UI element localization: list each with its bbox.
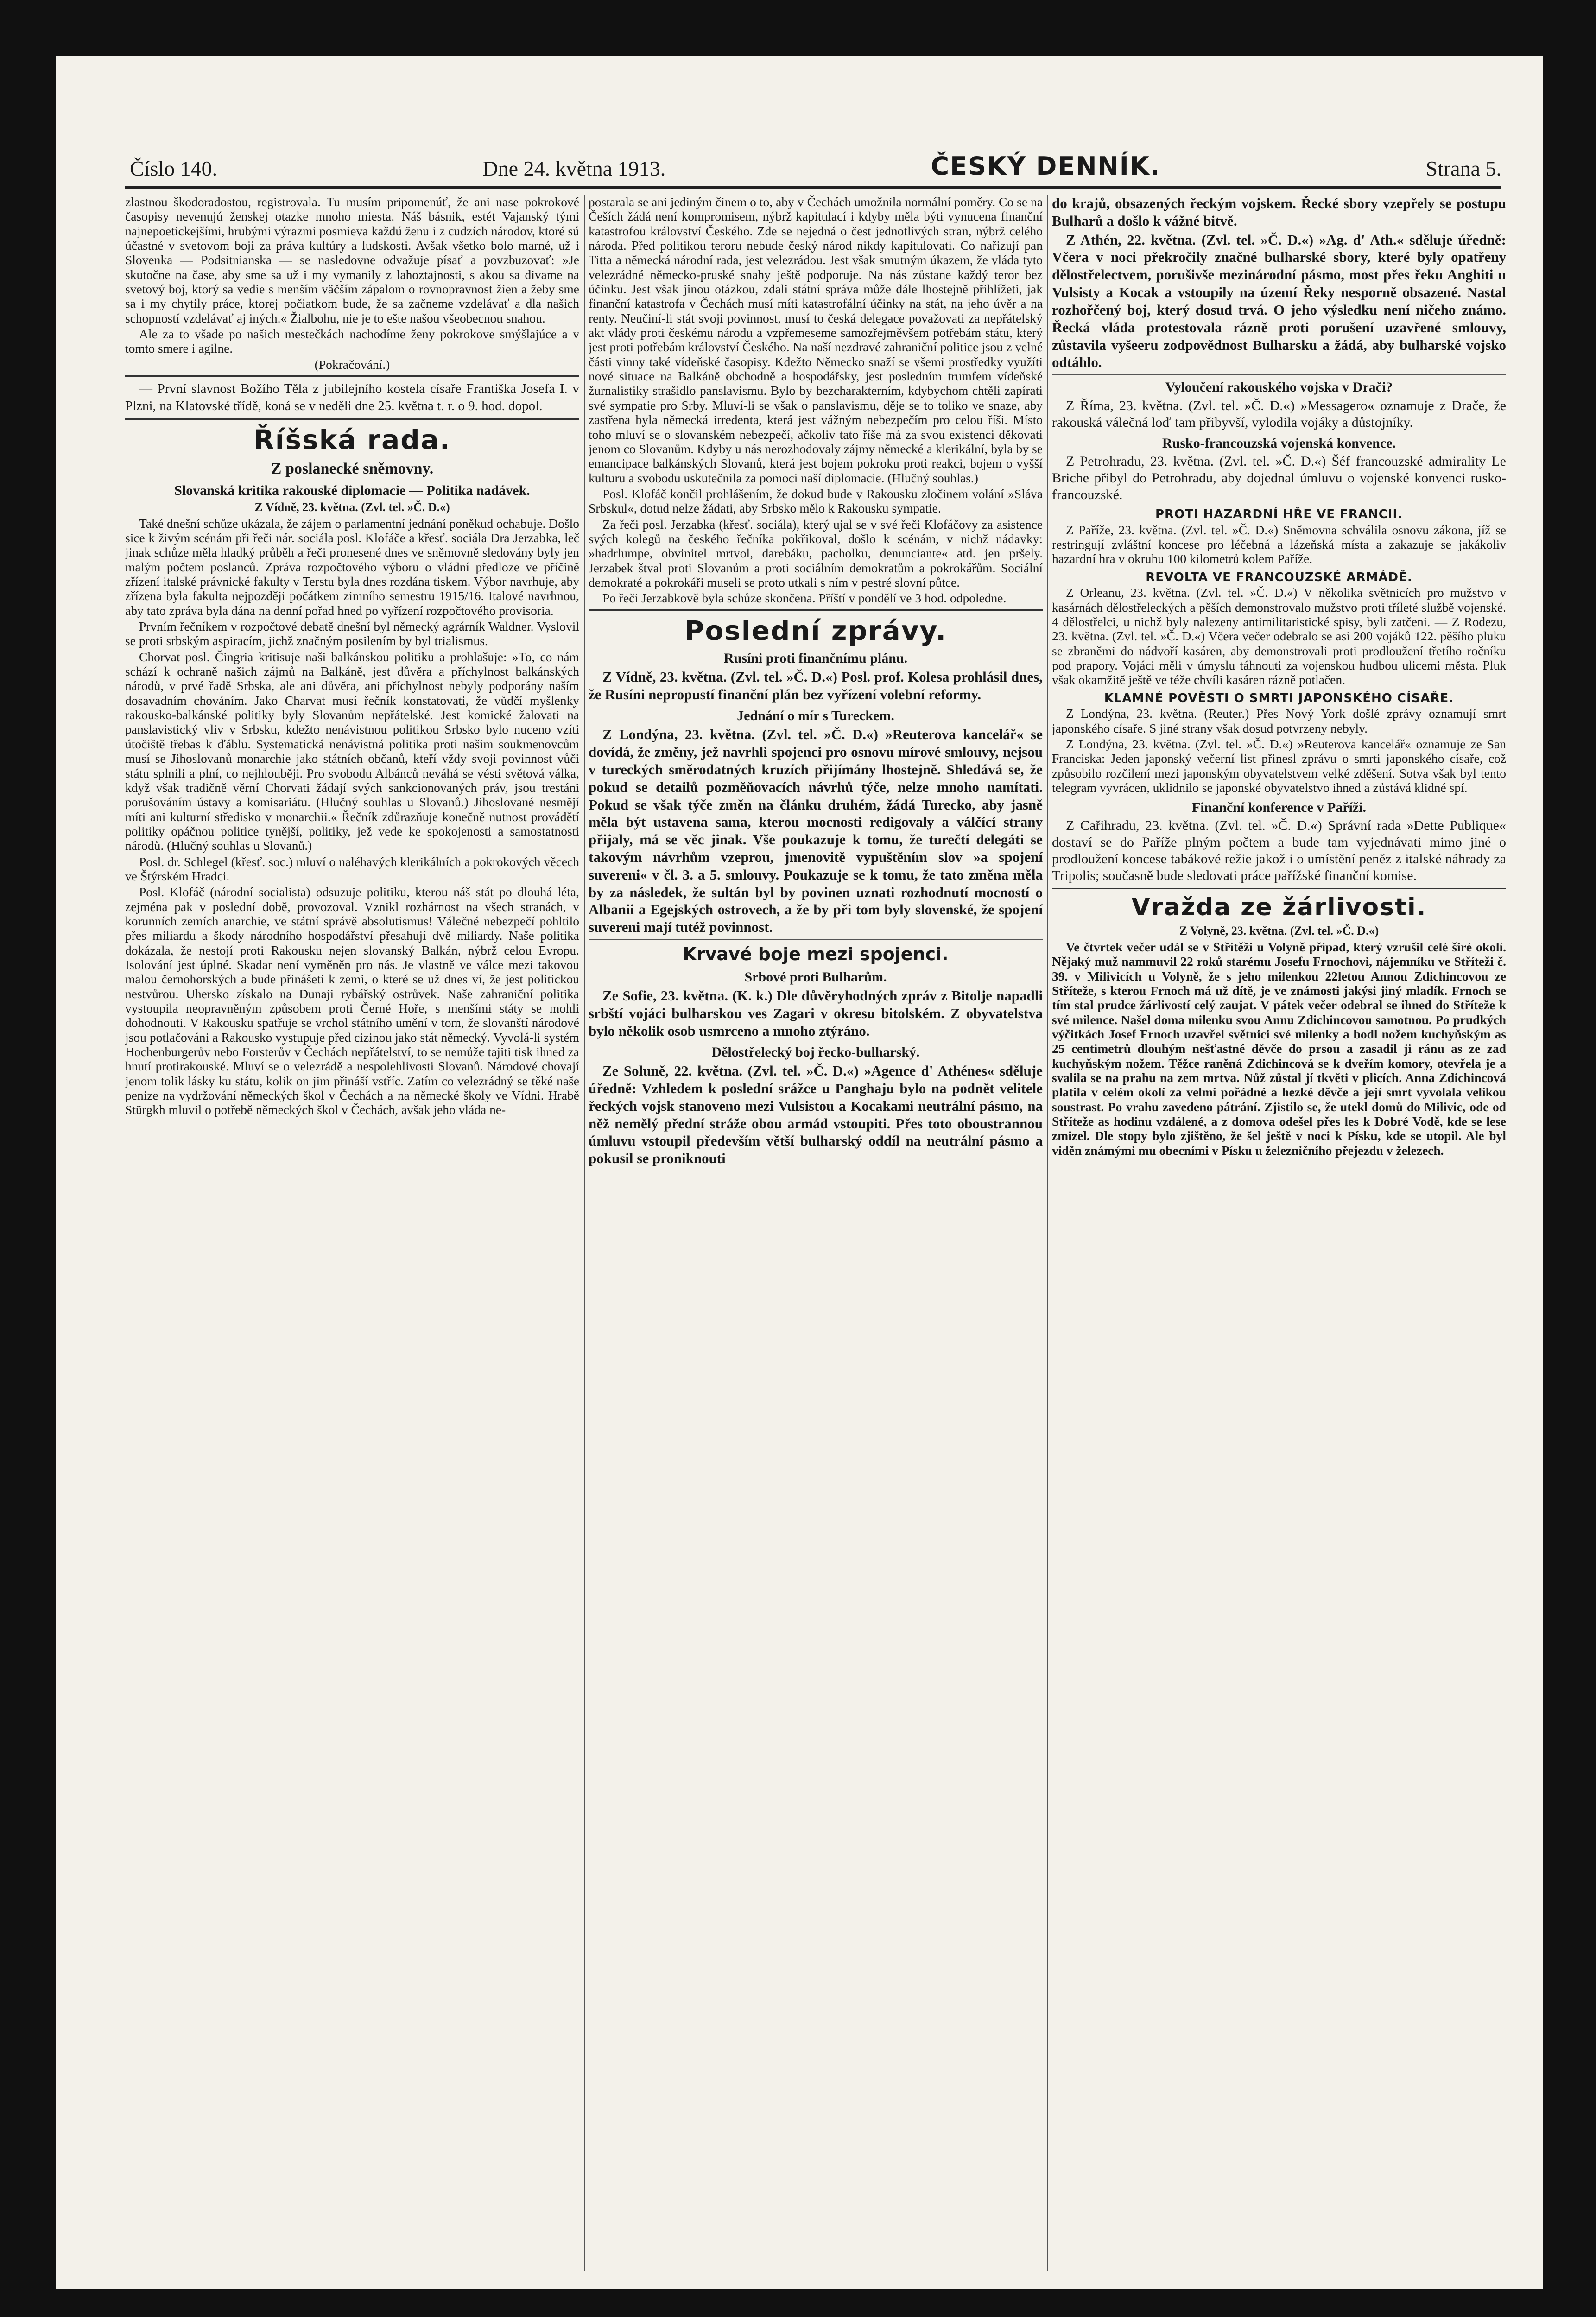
article-paragraph: Z Říma, 23. května. (Zvl. tel. »Č. D.«) »Messagero« oznamuje z Drače, že rakouská válečná loď tam přibyvší, vylodila vojáky a důstojníky. xyxy=(1052,398,1506,430)
subheading: REVOLTA VE FRANCOUZSKÉ ARMÁDĚ. xyxy=(1146,570,1412,584)
subheading: KLAMNÉ POVĚSTI O SMRTI JAPONSKÉHO CÍSAŘE. xyxy=(1104,691,1454,705)
separator xyxy=(589,609,1043,611)
header-rule xyxy=(125,186,1501,189)
article-paragraph: Z Londýna, 23. května. (Zvl. tel. »Č. D.«) »Reuterova kancelář« oznamuje ze San Franciska: Jeden japonský večerní list přinesl zprávu o smrti japonského císaře, což způsobilo rozčilení mezi japonským obyvatelstvem velké zděšení. Sotva však byl tento telegram vyvrácen, uklidnilo se japonské obyvatelstvo ihned a zůstává klidné spí. xyxy=(1052,737,1506,795)
article-paragraph: Ale za to všade po našich mestečkách nachodíme ženy pokrokove smýšlajúce a v tomto smere i agilne. xyxy=(125,327,579,356)
article-paragraph: Posl. dr. Schlegel (křesť. soc.) mluví o naléhavých klerikálních a pokrokových věcech ve Štýrském Hradci. xyxy=(125,854,579,883)
article-paragraph: Po řeči Jerzabkově byla schůze skončena. Příští v pondělí ve 3 hod. odpoledne. xyxy=(602,591,1007,606)
article-paragraph: Z Londýna, 23. května. (Reuter.) Přes Nový York došlé zprávy oznamují smrt japonského císaře. S jiné strany však dosud potvrzeny nebyly. xyxy=(1052,706,1506,735)
article-paragraph: postarala se ani jediným činem o to, aby v Čechách umožnila normální poměry. Co se na Češích žádá není kompromisem, nýbrž kapitulací i kdyby měla býti vynucena finanční katastrofou království Českého. Zde se nejedná o čest jednotlivých stran, nýbrž celého národa. Před politikou teroru nebude český národ nikdy kapitulovati. Co nařizují pan Titta a německá národní rada, jest velezrádou. Jest však smutným úkazem, že vláda tyto velezrádné německo-pruské snahy ještě podporuje. Na nás zůstane každý teror bez účinku. Jest však jinou otázkou, zdali státní správa může dále lhostejně přihlížeti, jak finanční katastrofa v Čechách musí míti katastrofální účinky na stát, na jeho úvěr a na renty. Neučiní-li stát svoji povinnost, musí to česká delegace považovati za nepřátelský akt vlády proti českému národu a vzpřemeseme samozřejměvšem potřebám státu, který jest proti potřebám království Českého. Na naší nezdravé zahraniční politice jsou z velné části vinny také vídeňské časopisy. Kdežto Německo snaží se všemi prostředky využíti nové situace na Balkáně obchodně a hospodářsky, jest posledním trumfem vídeňské žurnalistiky strašidlo panslavismu. Bylo by bezcharakterním, kdybychom chtěli zapírati své sympatie pro Srby. Mluví-li se však o panslavismu, děje se to toliko ve snaze, aby zastřena byla německá irredenta, která jest vážným nebezpečím pro celou říši. Místo toho mluví se o slovanském nebezpečí, ačkoliv tato říše má za svou existenci děkovati jenom co Slovanům. Kdyby u nás nerozhodovaly zájmy německé a klerikální, byla by se emancipace balkánských Slovanů, která jest bojem pokroku proti reakci, bojem o vyšší kulturu a svobodu uskutečnila za pomoci naší diplomacie. (Hlučný souhlas.) xyxy=(589,195,1043,485)
column-1 xyxy=(125,195,579,2271)
column-3 xyxy=(1052,195,1506,2271)
issue-date: Dne 24. května 1913. xyxy=(482,157,666,180)
separator xyxy=(125,418,579,420)
subheading: Z poslanecké sněmovny. xyxy=(271,460,434,478)
article-paragraph: Ve čtvrtek večer udál se v Střítěži u Volyně případ, který vzrušil celé širé okolí. Nějaký muž nammuvil 22 roků starému Josefu Frnochovi, nájemníku ve Stříteži č. 39. v Milivicích u Volyně, že s jeho milenkou 22letou Annou Zdichincovou ze Stříteže, s kterou Frnoch má už dítě, je ve známosti jakýsi jiný mladík. Frnoch se tím stal prudce žárlivostí celý zaujat. V pátek večer odebral se ihned do Stříteže k své milence. Našel doma milenku svou Annu Zdichincovou samotnou. Po prudkých výčitkách Josef Frnoch uzavřel světnici své milenky a bodl nožem kuchyňským as 25 centimetrů dlouhým nešťastné děvče do prsou a zasadil ji ránu as ze zad kuchyňským nožem. Těžce raněná Zdichincová se k dveřím komory, otevřela je a svalila se na prahu na zem mrtva. Nůž zůstal jí tkvěti v plicích. Anna Zdichincová platila v celém okolí za velmi pořádné a hezké děvče a její smrt vyvolala velikou soustrast. Po vrahu zavedeno pátrání. Zjistilo se, že utekl domů do Milivic, ode od Stříteže as hodinu vzdálené, a z domova odešel přes les k Dobré Vodě, kde se lese zmizel. Dle stopy bylo zjištěno, že šel ještě v noci k Písku, kde se utopil. Ale byl viděn známými mu obecními v Písku u železničního přejezdu v železech. xyxy=(1052,939,1506,1158)
column-divider-2 xyxy=(1047,195,1048,2271)
article-paragraph: Za řeči posl. Jerzabka (křesť. sociála), který ujal se v své řeči Klofáčovy za asistence svých kolegů na českého řečníka pokřikoval, došlo k scénám, v nichž nádavky: »hadrlumpe, obvinitel mrtvol, darebáku, pacholku, denunciante« atd. jen pršely. Jerzabek štval proti Slovanům a proti sociálním demokratům a pokrokářům. Sociální demokraté a pokrokáři museli se proto utkali s ním v pestré slovní půtce. xyxy=(589,517,1043,589)
article-paragraph: Ze Sofie, 23. května. (K. k.) Dle důvěryhodných zpráv z Bitolje napadli srbští vojáci bulharskou ves Zagari v okresu bitolském. Z obyvatelstva bylo několik osob usmrceno a mnoho ztýráno. xyxy=(589,988,1043,1039)
separator xyxy=(1052,374,1506,375)
article-paragraph: Z Orleanu, 23. května. (Zvl. tel. »Č. D.«) V několika světnicích pro mužstvo v kasárnách dělostřeleckých a pěších demonstrovalo mužstvo proti tříleté službě vojenské. 4 dělostřelci, u nichž byly nalezeny antimilitaristické spisy, byli zatčeni. — Z Rodezu, 23. května. (Zvl. tel. »Č. D.«) Včera večer odebralo se asi 200 vojáků 122. pěšího pluku se zbraněmi do nádvoří kasáren, aby demonstrovali proti prodloužení třetího ročníku pod prapory. Vojáci měli v úmyslu táhnouti za vojenskou hudbou ulicemi města. Pluk však okamžitě ještě ve téže chvíli kasáren rázně potlačen. xyxy=(1052,585,1506,687)
continuation-note: (Pokračování.) xyxy=(314,357,390,372)
article-paragraph: Chorvat posl. Čingria kritisuje naši balkánskou politiku a prohlašuje: »To, co nám schází k ochraně našich zájmů na Balkáně, jest důvěra a příchylnost balkánských národů, v prvé řadě Srbska, ale ani důvěra, ani příchylnost nebyly podporány naším dosavadním chováním. Jako Charvat musí řečník konstatovati, že vůdčí myšlenky rakousko-balkánské politiky byly Slovanům nepřátelské. Jest komické žalovati na panslavistický vliv v Srbsku, kdežto nenávistnou politikou Srbsko bylo nuceno vzíti útočiště třebas k ďáblu. Systematická nenávistná politika proti našim soukmenovcům musí se Jihoslovanů monarchie jako státních občanů, kteří vždy svoji povinnost vůči státu splnili a plní, co nejhlouběji. Pro svobodu Albánců neváhá se vésti světová válka, když však tradičně věrní Chorvati žádají svých sankcionovaných práv, jsou trestáni porušováním ústavy a komisariátu. (Hlučný souhlas u Slovanů.) Jihoslované nesmějí míti ani kulturní středisko v monarchii.« Řečník zdůrazňuje konečně nutnost provádětí politiky opáčnou politice tynější, politiky, jež vede ke spokojenosti a samostatnosti národů. (Hlučný souhlas u Slovanů.) xyxy=(125,649,579,853)
dateline: Z Volyně, 23. května. (Zvl. tel. »Č. D.«) xyxy=(1179,924,1379,938)
article-paragraph: Posl. Klofáč (národní socialista) odsuzuje politiku, kterou náš stát po dlouhá léta, zejména pak v poslední době, provozoval. Vznikl rozhárnost na všech stranách, v korunních zemích anarchie, ve státní správě absolutismus! Válečné nebezpečí pohltilo přes miliardu a škody národního hospodářství přesahují dvě miliardy. Naše politika dokázala, že nestojí proti Rakousku nejen slovanský Balkán, nýbrž celou Evropu. Isolování jest úplné. Skadar není vyměněn pro nás. Je vlastně ve válce mezi takovou malou černohorských a bude přinášeti k zemi, o které se už dnes ví, že jest politickou nestvůrou. Uhersko získalo na Dunaji rybářský ostrůvek. Naše zahraniční politika vystoupila neopravněným způsobem proti Černé Hoře, s menšími státy se mohli dohodnouti. V Rakousku spatřuje se vrchol státního umění v tom, že slovanští národové jsou potlačováni a Rakousko vystupuje před cizinou jako stát německý. Vyvolá-li systém Hochenburgerův nebo Forsterův v Čechách nepřátelství, to se nemůže tajiti tisk ihned za hnutí protirakouské. Mluví se o velezrádě a nespolehlivosti Slovanů. Národové chovají jenom tolik lásky ku státu, kolik on jim přináší vstříc. Zatím co velezrádný se těké naše penize na vydržování německých škol v Čechách a na německé školy ve Vídni. Hrabě Stürgkh mluvil o potřebě německých škol v Čechách, avšak jeho vláda ne- xyxy=(125,885,579,1117)
article-paragraph: Posl. Klofáč končil prohlášením, že dokud bude v Rakousku zločinem volání »Sláva Srbskul«, dotud nelze žádati, aby Srbsko mělo k Rakousku sympatie. xyxy=(589,486,1043,516)
page-number: Strana 5. xyxy=(1425,157,1501,180)
article-paragraph: Z Londýna, 23. května. (Zvl. tel. »Č. D.«) »Reuterova kancelář« se dovídá, že změny, jež navrhli spojenci pro osnovu mírové smlouvy, nejsou v tureckých směrodatných kruzích přijímány lhostejně. Shledává se, že pokud se detailů pozměňovacích návrhů týče, nelze mnoho namítati. Pokud se však týče změn na článku druhém, žádá Turecko, aby jasně měla být ustavena sama, kterou mocnosti redigovaly a válčící strany přijaly, má se věc jinak. Vše poukazuje k tomu, že turečtí delegáti se takovým návrhům vzeprou, jmenovitě vypuštěním slov »a spojení suvereni« v čl. 3. a 5. smlouvy. Poukazuje se k tomu, že tato změna měla by za následek, že sultán byl by povinen uznati rozhodnutí mocností o Albanii a Egejských ostrovech, a že by při tom byly slovenské, že spojení suvereni mají tutéž povinnost. xyxy=(589,726,1043,936)
dateline: Z Vídně, 23. května. (Zvl. tel. »Č. D.«) xyxy=(254,500,450,514)
article-paragraph: Z Athén, 22. května. (Zvl. tel. »Č. D.«) »Ag. d' Ath.« sděluje úředně: Včera v noci překročily značné bulharské sbory, které byly opatřeny dělostřelectvem, porušivše mezinárodní pásmo, most přes řeku Anghiti u Vulsisty a Kocak a vstoupily na území Řeky nesporně obsazené. Nastal rozhořčený boj, který dosud trvá. O jeho výsledku není ničeho známo. Řecká vláda protestovala rázně proti porušení uzavřené smlouvy, zůstavila vyšeeru zodpovědnost Bulharsku a žádá, aby bulharské vojsko odtáhlo. xyxy=(1052,231,1506,371)
separator xyxy=(589,939,1043,940)
subheading: Rusko-francouzská vojenská konvence. xyxy=(1162,435,1396,451)
column-2 xyxy=(589,195,1043,2271)
section-heading: Vražda ze žárlivosti. xyxy=(1131,893,1427,921)
section-heading: Říšská rada. xyxy=(253,424,451,456)
newspaper-page xyxy=(56,56,1543,2289)
subheading: PROTI HAZARDNÍ HŘE VE FRANCII. xyxy=(1155,507,1403,522)
article-paragraph: Ze Soluně, 22. května. (Zvl. tel. »Č. D.«) »Agence d' Athénes« sděluje úředně: Vzhledem k poslední srážce u Panghaju bylo na podnět velitele řeckých vojsk stanoveno mezi Vulsistou a Kocakami neutrální pásmo, na něž nemělý přední stráže obou armád vstoupiti. Přes toto oboustrannou úmluvu vstoupil především větší bulharský oddíl na neutrální pásmo a pokusil se proniknouti xyxy=(589,1063,1043,1167)
article-paragraph: Z Vídně, 23. května. (Zvl. tel. »Č. D.«) Posl. prof. Kolesa prohlásil dnes, že Rusíni nepropustí finanční plán bez vyřízení volební reformy. xyxy=(589,669,1043,703)
masthead: ČESKÝ DENNÍK. xyxy=(931,152,1161,181)
article-paragraph: Z Petrohradu, 23. května. (Zvl. tel. »Č. D.«) Šéf francouzské admirality Le Briche přibyl do Petrohradu, aby dojednal úmluvu o vojenské konvenci rusko-francouzské. xyxy=(1052,454,1506,503)
separator xyxy=(1052,888,1506,889)
subheading: Krvavé boje mezi spojenci. xyxy=(683,944,949,965)
article-paragraph: zlastnou škodoradostou, registrovala. Tu musím pripomenúť, že ani nase pokrokové časopisy nevenujú ženskej otazke mnoho miesta. Náš básnik, estét Vajanský tými najnepoetickejšími, hrubými výrazmi posmieva každú ženu i z cudzích národov, ktoré sú účastné v svetovom boji za práva kultúry a ludskosti. Avšak všetko bolo marné, už i Slovenka — Podsitnianska — se nasledovne odvažuje písať a povzbuzovať: »Je skutočne na čase, aby sme sa už i my vymanily z lahoztajnosti, s akou sa divame na svetový boj, ktorý sa vedie s menším väčším zápalom o rovnopravnost žien a žeby sme sa i my chytily práce, ktorej počiatkom bude, že sa začneme vzdelávať a dla našich schopností vzdelávať aj iných.« Žialbohu, nie je to ešte našou všeobecnou snahou. xyxy=(125,195,579,325)
notice-paragraph: — První slavnost Božího Těla z jubilejního kostela císaře Františka Josefa I. v Plzni, na Klatovské třídě, koná se v neděli dne 25. května t. r. o 9. hod. dopol. xyxy=(125,381,579,414)
subheading: Dělostřelecký boj řecko-bulharský. xyxy=(711,1044,920,1060)
separator xyxy=(125,375,579,377)
column-divider-1 xyxy=(584,195,585,2271)
article-paragraph: Také dnešní schůze ukázala, že zájem o parlamentní jednání poněkud ochabuje. Došlo sice k živým scénám při řeči nár. sociála posl. Klofáče a křesť. sociála Dra Jerzabka, leč jinak schůze měla hladký průběh a řeči pronesené dnes ve sněmovně sledovány byly jen malým počtem poslanců. Zpráva rozpočtového výboru o vládní předloze ve příčině zřízení italské právnické fakulty v Terstu byla dnes rozdána tiskem. Výbor navrhuje, aby zřízena byla fakulta nejpozději počátkem zimního semestru 1915/16. Italové navrhnou, aby tato zpráva byla dána na denní pořad hned po vyřízení rozpočtového provisoria. xyxy=(125,516,579,618)
article-paragraph: Z Cařihradu, 23. května. (Zvl. tel. »Č. D.«) Správní rada »Dette Publique« dostaví se do Paříže plným počtem a bude tam vyjednávati mimo jiné o prodloužení koncese tabákové režie jakož i o umístění peněz z italské náhrady za Tripolis; současně bude sledovati práce pařížské finanční komise. xyxy=(1052,818,1506,883)
article-paragraph: do krajů, obsazených řeckým vojskem. Řecké sbory vzepřely se postupu Bulharů a došlo k vážné bitvě. xyxy=(1052,195,1506,229)
section-heading: Poslední zprávy. xyxy=(684,614,947,646)
page-header xyxy=(130,144,1501,181)
subheading: Srbové proti Bulharům. xyxy=(744,969,887,985)
subheading: Vyloučení rakouského vojska v Drači? xyxy=(1165,380,1393,395)
subheading: Rusíni proti finančnímu plánu. xyxy=(723,650,908,666)
subheading: Slovanská kritika rakouské diplomacie — Politika nadávek. xyxy=(174,482,530,498)
issue-number: Číslo 140. xyxy=(130,157,218,180)
article-paragraph: Z Paříže, 23. května. (Zvl. tel. »Č. D.«) Sněmovna schválila osnovu zákona, jíž se restringují zvláštní koncese pro léčebná a lázeňská místa a zakazuje se jakákoliv hazardní hra v okruhu 100 kilometrů kolem Paříže. xyxy=(1052,522,1506,566)
subheading: Finanční konference v Paříži. xyxy=(1191,799,1367,815)
subheading: Jednání o mír s Tureckem. xyxy=(737,708,894,723)
article-paragraph: Prvním řečníkem v rozpočtové debatě dnešní byl německý agrárník Waldner. Vyslovil se proti srbským aspiracím, jichž značným posilením by byl trialismus. xyxy=(125,619,579,648)
